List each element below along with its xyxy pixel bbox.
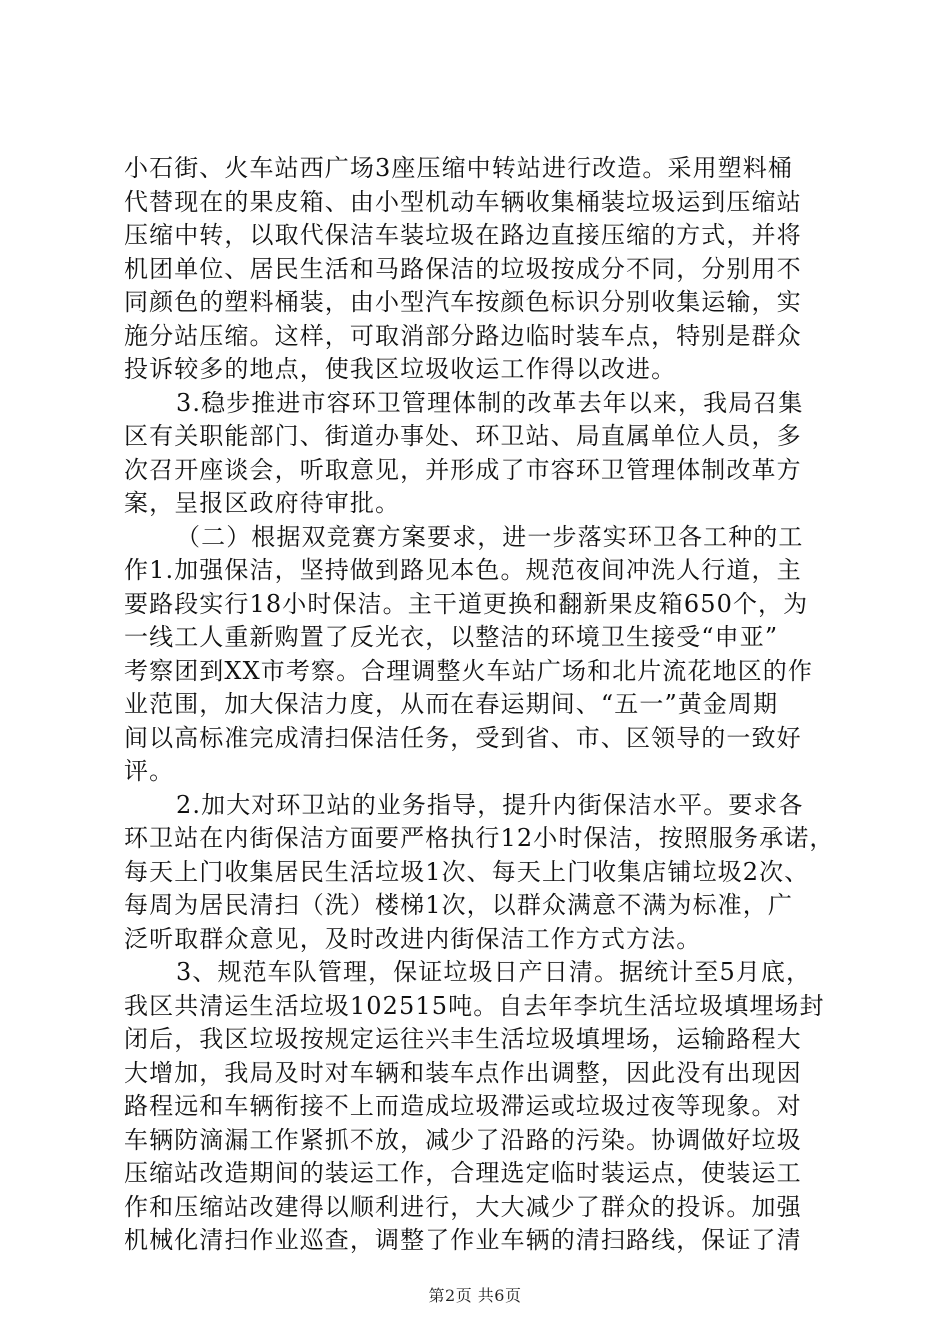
text-line: 2.加大对环卫站的业务指导，提升内街保洁水平。要求各 — [176, 790, 804, 819]
paragraph-cleaning-work — [124, 521, 836, 789]
text-line: 我区共清运生活垃圾102515吨。自去年李坑生活垃圾填埋场封 — [124, 991, 825, 1020]
paragraph-management-reform — [124, 387, 836, 521]
paragraph-compression-station-renovation — [124, 152, 836, 387]
text-line: 区有关职能部门、街道办事处、环卫站、局直属单位人员，多 — [124, 422, 802, 450]
text-line: 路程远和车辆衔接不上而造成垃圾滞运或垃圾过夜等现象。对 — [124, 1092, 802, 1120]
text-line: 每周为居民清扫（洗）楼梯1次，以群众满意不满为标准，广 — [124, 891, 793, 919]
text-line: 3.稳步推进市容环卫管理体制的改革去年以来，我局召集 — [176, 388, 804, 417]
text-line: 每天上门收集居民生活垃圾1次、每天上门收集店铺垃圾2次、 — [124, 857, 810, 886]
text-line: 压缩站改造期间的装运工作，合理选定临时装运点，使装运工 — [124, 1159, 802, 1187]
text-line: 机械化清扫作业巡查，调整了作业车辆的清扫路线，保证了清 — [124, 1226, 802, 1254]
text-line: 案，呈报区政府待审批。 — [124, 489, 401, 517]
page-number-footer: 第2页 共6页 — [428, 1286, 522, 1305]
text-line: 间以高标准完成清扫保洁任务，受到省、市、区领导的一致好 — [124, 723, 802, 752]
text-line: 环卫站在内街保洁方面要严格执行12小时保洁，按照服务承诺， — [124, 824, 835, 852]
text-line: 一线工人重新购置了反光衣，以整洁的环境卫生接受“申亚” — [124, 623, 779, 651]
text-line: 车辆防滴漏工作紧抓不放，减少了沿路的污染。协调做好垃圾 — [124, 1125, 802, 1154]
text-line: 施分站压缩。这样，可取消部分路边临时装车点，特别是群众 — [124, 321, 802, 350]
text-line: 压缩中转，以取代保洁车装垃圾在路边直接压缩的方式，并将 — [124, 221, 802, 249]
text-line: 考察团到XX市考察。合理调整火车站广场和北片流花地区的作 — [124, 656, 813, 685]
text-line: 投诉较多的地点，使我区垃圾收运工作得以改进。 — [124, 355, 677, 383]
text-line: 次召开座谈会，听取意见，并形成了市容环卫管理体制改革方 — [124, 455, 802, 484]
paragraph-fleet-management — [124, 956, 836, 1258]
text-line: 要路段实行18小时保洁。主干道更换和翻新果皮箱650个，为 — [124, 589, 809, 618]
text-line: 大增加，我局及时对车辆和装车点作出调整，因此没有出现因 — [124, 1058, 802, 1087]
text-line: （二）根据双竞赛方案要求，进一步落实环卫各工种的工 — [176, 522, 804, 551]
text-line: 同颜色的塑料桶装，由小型汽车按颜色标识分别收集运输，实 — [124, 288, 802, 316]
text-line: 3、规范车队管理，保证垃圾日产日清。据统计至5月底， — [176, 958, 812, 986]
text-line: 泛听取群众意见，及时改进内街保洁工作方式方法。 — [124, 924, 702, 953]
document-body — [124, 152, 836, 1258]
text-line: 作和压缩站改建得以顺利进行，大大减少了群众的投诉。加强 — [124, 1192, 802, 1221]
text-line: 作1.加强保洁，坚持做到路见本色。规范夜间冲洗人行道，主 — [124, 556, 802, 584]
paragraph-station-guidance — [124, 789, 836, 957]
text-line: 机团单位、居民生活和马路保洁的垃圾按成分不同，分别用不 — [124, 254, 802, 283]
text-line: 小石街、火车站西广场3座压缩中转站进行改造。采用塑料桶 — [124, 154, 793, 182]
text-line: 评。 — [124, 757, 175, 785]
text-line: 代替现在的果皮箱、由小型机动车辆收集桶装垃圾运到压缩站 — [124, 187, 802, 216]
text-line: 业范围，加大保洁力度，从而在春运期间、“五一”黄金周期 — [124, 690, 779, 718]
text-line: 闭后，我区垃圾按规定运往兴丰生活垃圾填埋场，运输路程大 — [124, 1025, 802, 1053]
